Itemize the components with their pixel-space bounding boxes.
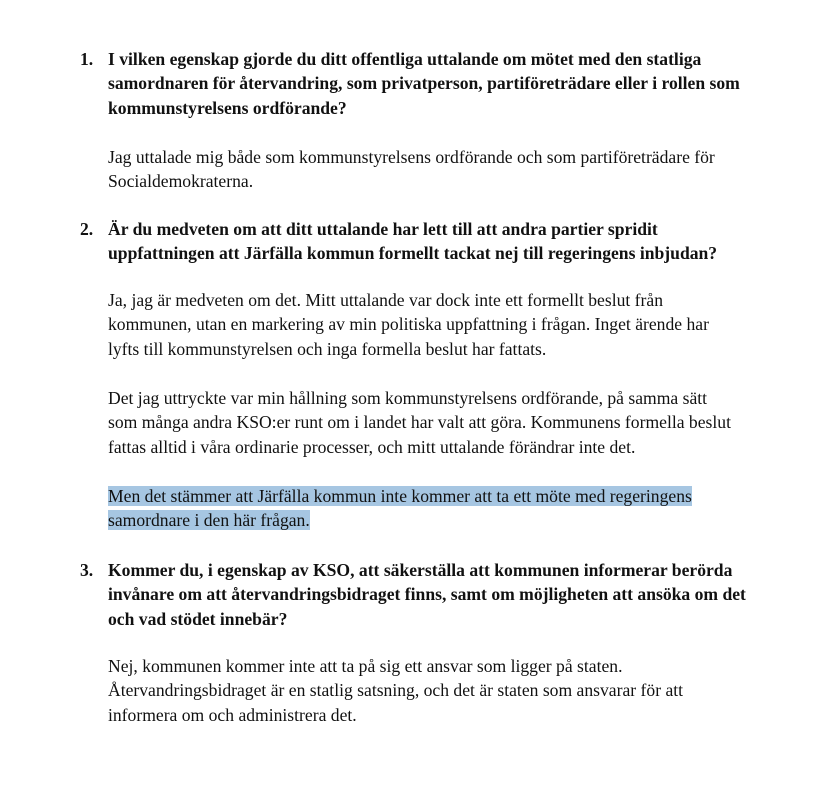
question-number-1: 1.	[80, 49, 94, 69]
question-text-3[interactable]: Kommer du, i egenskap av KSO, att säkerställa att kommunen informerar berörda invånare om att återvandringsbidraget finns, samt om möjligheten att ansöka om det och vad stödet innebär?	[108, 560, 746, 629]
question-text-2[interactable]: Är du medveten om att ditt uttalande har lett till att andra partier spridit uppfattningen att Järfälla kommun formellt tackat nej till regeringens inbjudan?	[108, 219, 718, 264]
answer-2-paragraph-3	[0, 484, 738, 533]
answer-1-paragraph-1[interactable]: Jag uttalade mig både som kommunstyrelsens ordförande och som partiföreträdare för Socialdemokraterna.	[108, 147, 715, 192]
question-text-1[interactable]: I vilken egenskap gjorde du ditt offentliga uttalande om mötet med den statliga samordnaren för återvandring, som privatperson, partiföreträdare eller i rollen som kommunstyrelsens ordförande?	[108, 49, 740, 118]
question-1	[0, 47, 748, 120]
question-3	[0, 558, 748, 631]
answer-2-paragraph-1[interactable]: Ja, jag är medveten om det. Mitt uttalande var dock inte ett formellt beslut från kommunen, utan en markering av min politiska uppfattning i frågan. Inget ärende har lyfts till kommunstyrelsen och inga formella beslut har fattats.	[108, 290, 709, 359]
question-number-2: 2.	[80, 219, 94, 239]
question-number-3: 3.	[80, 560, 94, 580]
question-2	[0, 217, 748, 266]
answer-3-paragraph-1[interactable]: Nej, kommunen kommer inte att ta på sig ett ansvar som ligger på staten. Återvandringsbidraget är en statlig satsning, och det är staten som ansvarar för att informera om och administrera det.	[108, 656, 684, 725]
question-item-1	[0, 47, 820, 192]
question-item-3	[0, 558, 820, 725]
answer-2-paragraph-2[interactable]: Det jag uttryckte var min hållning som kommunstyrelsens ordförande, på samma sätt som många andra KSO:er runt om i landet har valt att göra. Kommunens formella beslut fattas alltid i våra ordinarie processer, och mitt uttalande förändrar inte det.	[108, 388, 731, 457]
selected-text-highlight[interactable]: Men det stämmer att Järfälla kommun inte kommer att ta ett möte med regeringens samordnare i den här frågan.	[108, 486, 692, 531]
question-item-2	[0, 217, 820, 531]
